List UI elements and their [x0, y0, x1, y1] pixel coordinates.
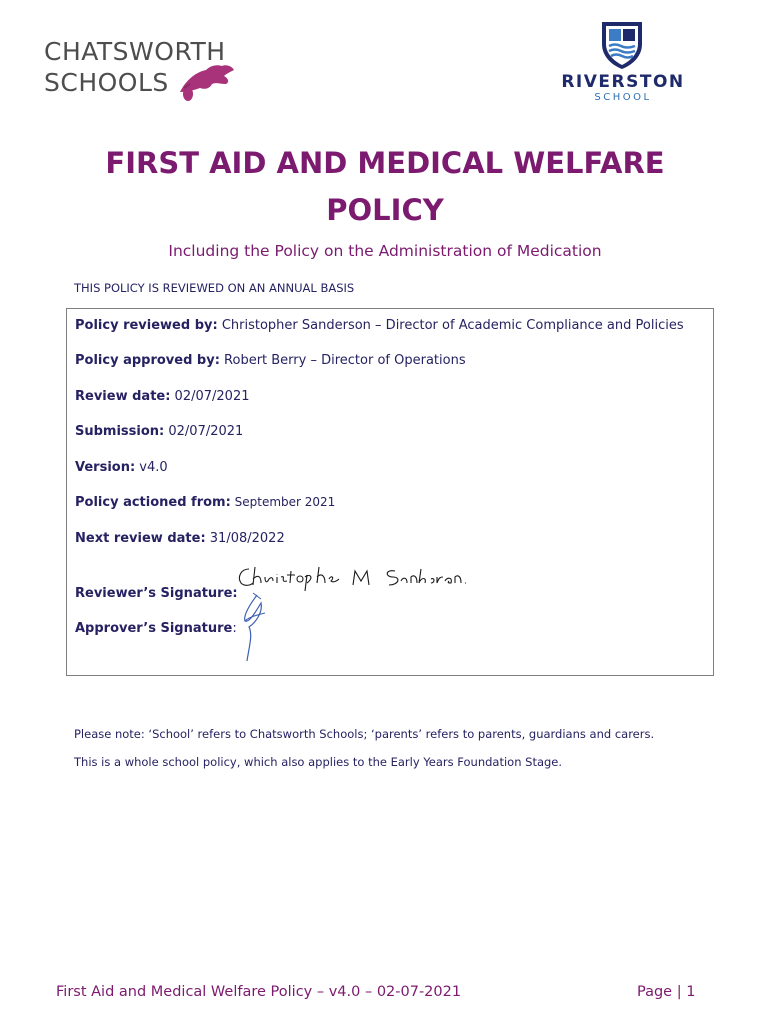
submission-value: 02/07/2021: [164, 424, 244, 439]
actioned-value: September 2021: [230, 495, 336, 509]
approver-signature-image: [235, 591, 275, 667]
review-basis-note: THIS POLICY IS REVIEWED ON AN ANNUAL BASIS: [74, 281, 355, 295]
chatsworth-logo-line1: CHATSWORTH: [44, 37, 226, 66]
policy-info-box: [66, 308, 714, 676]
approved-by-label: Policy approved by:: [75, 353, 220, 368]
footer-document-info: First Aid and Medical Welfare Policy – v4.0 – 02-07-2021: [56, 984, 462, 1000]
next-review-row: [75, 531, 285, 546]
note-definitions: Please note: ‘School’ refers to Chatsworth Schools; ‘parents’ refers to parents, guardians and carers.: [74, 727, 655, 741]
version-row: [75, 460, 168, 475]
approved-by-value: Robert Berry – Director of Operations: [219, 353, 466, 368]
riverston-sub: SCHOOL: [594, 92, 652, 103]
chatsworth-logo-line2: SCHOOLS: [44, 68, 169, 97]
actioned-label: Policy actioned from:: [75, 495, 231, 510]
chatsworth-schools-logo: [44, 38, 244, 102]
reviewed-by-label: Policy reviewed by:: [75, 318, 218, 333]
approver-signature-colon: :: [232, 621, 237, 636]
reviewer-signature-row: [75, 586, 238, 601]
actioned-row: [75, 495, 335, 510]
page-subtitle: Including the Policy on the Administration of Medication: [168, 242, 602, 260]
approver-signature-label: Approver’s Signature: [75, 621, 233, 636]
oak-leaf-icon: [176, 62, 238, 102]
next-review-label: Next review date:: [75, 531, 206, 546]
review-date-label: Review date:: [75, 389, 171, 404]
reviewer-signature-image: [235, 563, 475, 593]
footer-page-number: Page | 1: [637, 984, 696, 1000]
riverston-school-logo: [548, 20, 698, 112]
submission-row: [75, 424, 243, 439]
approver-signature-row: [75, 621, 237, 636]
version-value: v4.0: [135, 460, 168, 475]
school-crest-icon: [600, 20, 644, 70]
note-eyfs: This is a whole school policy, which also applies to the Early Years Foundation Stage.: [74, 755, 563, 769]
submission-label: Submission:: [75, 424, 165, 439]
version-label: Version:: [75, 460, 136, 475]
page-title: [0, 140, 770, 234]
riverston-name: RIVERSTON: [561, 72, 685, 92]
reviewed-by-value: Christopher Sanderson – Director of Academic Compliance and Policies: [217, 318, 684, 333]
review-date-value: 02/07/2021: [170, 389, 250, 404]
next-review-value: 31/08/2022: [205, 531, 285, 546]
title-text: FIRST AID AND MEDICAL WELFARE POLICY: [105, 146, 665, 227]
reviewed-by-row: [75, 318, 684, 333]
reviewer-signature-label: Reviewer’s Signature:: [75, 586, 238, 601]
review-date-row: [75, 389, 249, 404]
approved-by-row: [75, 353, 466, 368]
